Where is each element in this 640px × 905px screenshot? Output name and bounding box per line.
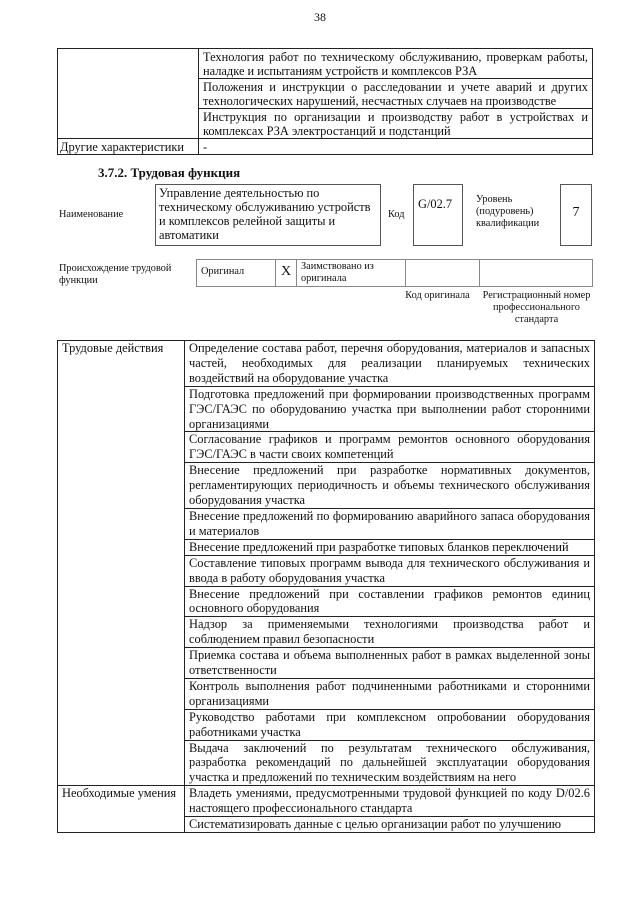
function-code: G/02.7 bbox=[418, 197, 453, 211]
table-row bbox=[58, 139, 593, 155]
level-value: 7 bbox=[572, 205, 580, 220]
row-text: Положения и инструкции о расследовании и учете аварий и других технологических нарушений, несчастных случаев на производстве bbox=[199, 79, 593, 109]
borrowed-label: Заимствовано из оригинала bbox=[297, 260, 406, 287]
row-label bbox=[58, 49, 199, 139]
row-text: Инструкция по организации и производству работ в устройствах и комплексах РЗА электростанций и подстанций bbox=[199, 109, 593, 139]
function-code-box bbox=[413, 184, 463, 246]
level-box bbox=[560, 184, 592, 246]
row-text: Подготовка предложений при формировании производственных программ ГЭС/ГАЭС по оборудованию участка при выполнении работ сторонними организациями bbox=[185, 386, 595, 432]
page-number: 38 bbox=[314, 10, 326, 24]
table-row bbox=[58, 786, 595, 817]
row-text: Владеть умениями, предусмотренными трудовой функцией по коду D/02.6 настоящего профессионального стандарта bbox=[185, 786, 595, 817]
row-text: Внесение предложений при разработке нормативных документов, регламентирующих периодичность и объемы технического обслуживания оборудования участка bbox=[185, 463, 595, 509]
function-name: Управление деятельностью по техническому обслуживанию устройств и комплексов релейной защиты и автоматики bbox=[159, 186, 371, 242]
reg-number-label: Регистрационный номер профессионального стандарта bbox=[482, 290, 591, 325]
row-label: Другие характеристики bbox=[58, 139, 199, 155]
row-text: Внесение предложений при разработке типовых бланков переключений bbox=[185, 539, 595, 555]
row-text: Технология работ по техническому обслуживанию, проверкам работы, наладке и испытаниям устройств и комплексов РЗА bbox=[199, 49, 593, 79]
original-mark: Х bbox=[276, 260, 297, 287]
table-row bbox=[58, 49, 593, 79]
row-text: Надзор за применяемыми технологиями производства работ и соблюдением правил безопасности bbox=[185, 617, 595, 648]
code-original-cell bbox=[406, 260, 480, 287]
knowledge-table-continuation bbox=[57, 48, 593, 155]
code-label: Код bbox=[388, 209, 405, 220]
row-text: Согласование графиков и программ ремонтов основного оборудования ГЭС/ГАЭС в части своих компетенций bbox=[185, 432, 595, 463]
row-text: Внесение предложений по формированию аварийного запаса оборудования и материалов bbox=[185, 508, 595, 539]
original-label: Оригинал bbox=[197, 260, 276, 287]
origin-table bbox=[196, 259, 593, 287]
row-text: Определение состава работ, перечня оборудования, материалов и запасных частей, необходимых для реализации планируемых технических воздействий на оборудование участка bbox=[185, 341, 595, 387]
row-text: Руководство работами при комплексном опробовании оборудования работниками участка bbox=[185, 709, 595, 740]
reg-number-cell bbox=[480, 260, 593, 287]
row-text: Контроль выполнения работ подчиненными работниками и сторонними организациями bbox=[185, 678, 595, 709]
row-text: - bbox=[199, 139, 593, 155]
level-label: Уровень (подуровень) квалификации bbox=[476, 194, 540, 229]
section-title: 3.7.2. Трудовая функция bbox=[98, 165, 241, 180]
code-original-label: Код оригинала bbox=[405, 290, 470, 301]
row-group-label: Трудовые действия bbox=[58, 341, 185, 786]
row-text: Внесение предложений при составлении графиков ремонтов единиц основного оборудования bbox=[185, 586, 595, 617]
origin-label: Происхождение трудовой функции bbox=[59, 263, 172, 286]
row-text: Выдача заключений по результатам технического обслуживания, разработка рекомендаций по дальнейшей эксплуатации оборудования участка и предложений по техническим воздействиям на него bbox=[185, 740, 595, 786]
row-text: Приемка состава и объема выполненных работ в рамках выделенной зоны ответственности bbox=[185, 648, 595, 679]
row-text: Составление типовых программ вывода для технического обслуживания и ввода в работу оборудования участка bbox=[185, 555, 595, 586]
name-label: Наименование bbox=[59, 209, 124, 220]
row-group-label: Необходимые умения bbox=[58, 786, 185, 833]
labor-function-table bbox=[57, 340, 595, 833]
table-row bbox=[58, 341, 595, 387]
row-text: Систематизировать данные с целью организации работ по улучшению bbox=[185, 817, 595, 833]
function-name-box bbox=[155, 184, 381, 246]
